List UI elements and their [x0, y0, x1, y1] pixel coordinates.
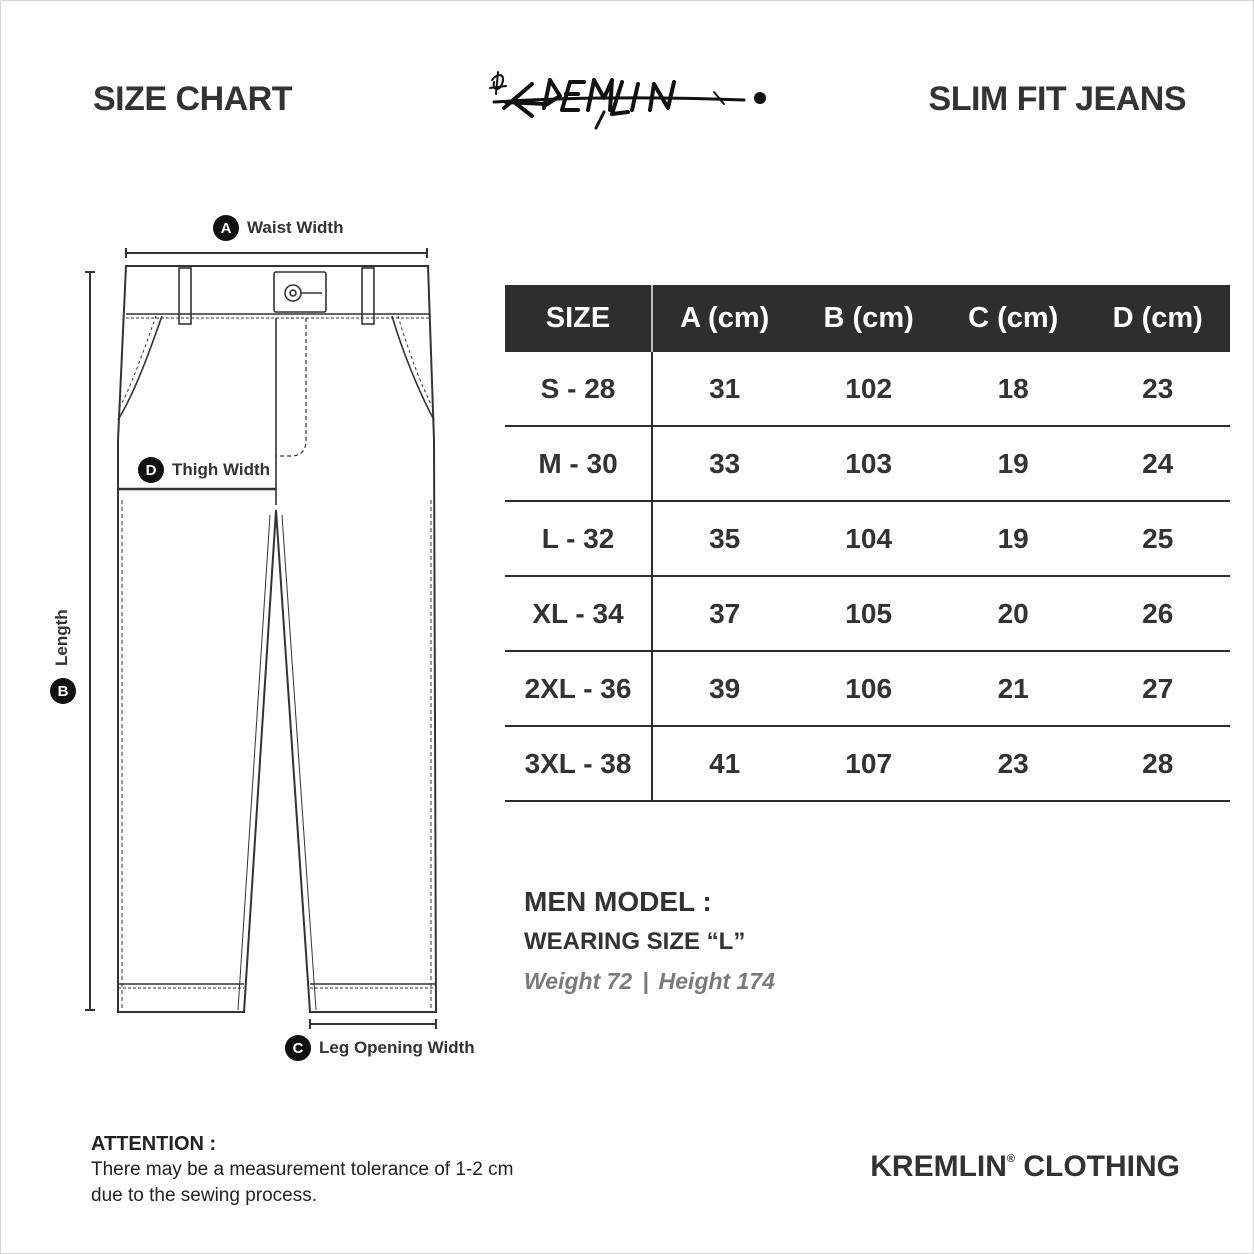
c-cell: 23 [941, 726, 1086, 801]
c-cell: 20 [941, 576, 1086, 651]
model-separator: | [642, 968, 649, 994]
table-row [505, 426, 1230, 501]
model-info [524, 886, 775, 995]
size-chart-title: SIZE CHART [93, 80, 292, 118]
jeans-diagram [0, 0, 520, 1100]
a-cell: 37 [652, 576, 796, 651]
a-cell: 39 [652, 651, 796, 726]
c-cell: 18 [941, 352, 1086, 426]
attention-line-2: due to the sewing process. [91, 1185, 318, 1206]
thigh-width-label [138, 457, 270, 483]
a-cell: 31 [652, 352, 796, 426]
d-cell: 27 [1085, 651, 1230, 726]
model-wearing-size: WEARING SIZE “L” [524, 928, 746, 955]
d-cell: 23 [1085, 352, 1230, 426]
size-cell: S - 28 [505, 352, 652, 426]
model-measurements [524, 968, 775, 995]
length-text: Length [52, 609, 71, 666]
table-row [505, 352, 1230, 426]
table-header-row [505, 285, 1230, 352]
a-cell: 35 [652, 501, 796, 576]
b-cell: 103 [796, 426, 941, 501]
b-cell: 105 [796, 576, 941, 651]
table-row [505, 576, 1230, 651]
size-cell: M - 30 [505, 426, 652, 501]
registered-mark: ® [1006, 1153, 1015, 1165]
brand-logo [484, 62, 774, 134]
badge-a: A [213, 215, 239, 241]
c-cell: 19 [941, 501, 1086, 576]
b-cell: 104 [796, 501, 941, 576]
header-a: A (cm) [652, 285, 796, 352]
model-weight: Weight 72 [524, 968, 633, 994]
header-c: C (cm) [941, 285, 1086, 352]
size-cell: XL - 34 [505, 576, 652, 651]
table-row [505, 501, 1230, 576]
d-cell: 28 [1085, 726, 1230, 801]
d-cell: 24 [1085, 426, 1230, 501]
c-cell: 19 [941, 426, 1086, 501]
header-d: D (cm) [1085, 285, 1230, 352]
header-size: SIZE [505, 285, 652, 352]
model-title: MEN MODEL : [524, 886, 712, 917]
header-b: B (cm) [796, 285, 941, 352]
badge-c: C [285, 1035, 311, 1061]
attention-note [91, 1131, 513, 1209]
size-cell: L - 32 [505, 501, 652, 576]
waist-width-label [213, 215, 343, 241]
model-height: Height 174 [658, 968, 775, 994]
attention-line-1: There may be a measurement tolerance of 1-2 cm [91, 1159, 514, 1180]
leg-opening-label [285, 1035, 475, 1061]
b-cell: 102 [796, 352, 941, 426]
table-row [505, 726, 1230, 801]
d-cell: 26 [1085, 576, 1230, 651]
size-cell: 3XL - 38 [505, 726, 652, 801]
thigh-width-text: Thigh Width [172, 460, 271, 479]
brand-name-text: KREMLIN [870, 1150, 1007, 1183]
attention-title: ATTENTION : [91, 1133, 217, 1155]
badge-d: D [138, 457, 164, 483]
waist-width-text: Waist Width [247, 218, 344, 237]
a-cell: 33 [652, 426, 796, 501]
size-table [505, 285, 1230, 802]
brand-suffix: CLOTHING [1015, 1150, 1180, 1183]
b-cell: 106 [796, 651, 941, 726]
size-cell: 2XL - 36 [505, 651, 652, 726]
b-cell: 107 [796, 726, 941, 801]
brand-name [870, 1150, 1180, 1184]
leg-opening-text: Leg Opening Width [319, 1038, 475, 1057]
product-title: SLIM FIT JEANS [928, 80, 1186, 118]
c-cell: 21 [941, 651, 1086, 726]
badge-b: B [50, 678, 76, 704]
length-label [50, 600, 80, 710]
a-cell: 41 [652, 726, 796, 801]
table-row [505, 651, 1230, 726]
d-cell: 25 [1085, 501, 1230, 576]
